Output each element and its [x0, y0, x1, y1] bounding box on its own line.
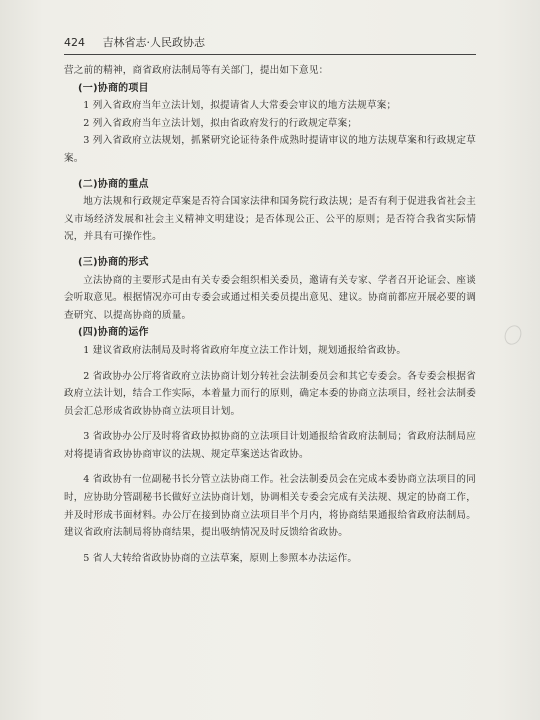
paragraph: 3 省政协办公厅及时将省政协拟协商的立法项目计划通报给省政府法制局；省政府法制局应对将提请省政协协商审议的法规、规定草案送达省政协。 — [64, 431, 476, 460]
paragraph: 2 列入省政府当年立法计划，拟由省政府发行的行政规定草案； — [83, 117, 358, 129]
paragraph: 4 省政协有一位副秘书长分管立法协商工作。社会法制委员会在完成本委协商立法项目的同时，应协助分管副秘书长做好立法协商计划，协调相关专委会完成有关法规、规定的协商工作，并及时形成书面材料。办公厅在接到协商立法项目半个月内，将协商结果通报给省政府法制局。建议省政府法制局将协商结果，提出吸纳情况及时反馈给省政协。 — [64, 474, 476, 539]
section-heading-projects: (一)协商的项目 — [78, 82, 149, 94]
intro-paragraph: 营之前的精神，商省政府法制局等有关部门，提出如下意见： — [64, 65, 329, 76]
page-header — [64, 34, 476, 55]
section-heading-operation: (四)协商的运作 — [78, 327, 149, 339]
paragraph: 立法协商的主要形式是由有关专委会组织相关委员，邀请有关专家、学者召开论证会、座谈会听取意见。根据情况亦可由专委会或通过相关委员提出意见、建议。协商前都应开展必要的调查研究、以提高协商的质量。 — [64, 274, 476, 321]
paragraph: 3 列入省政府立法规划，抓紧研究论证待条件成熟时提请审议的地方法规草案和行政规定草案。 — [64, 135, 476, 164]
paragraph: 5 省人大转给省政协协商的立法草案，原则上参照本办法运作。 — [83, 552, 358, 564]
paragraph: 2 省政协办公厅将省政府立法协商计划分转社会法制委员会和其它专委会。各专委会根据省政府立法计划，结合工作实际，本着量力而行的原则，确定本委的协商立法项目，经社会法制委员会汇总形成省政协协商立法项目计划。 — [64, 370, 476, 417]
running-title: 吉林省志·人民政协志 — [102, 36, 205, 49]
page-number: 424 — [64, 36, 85, 49]
section-heading-focus: (二)协商的重点 — [78, 178, 149, 190]
page-body — [64, 62, 476, 567]
paragraph: 1 建议省政府法制局及时将省政府年度立法工作计划，规划通报给省政协。 — [83, 344, 407, 356]
paragraph: 1 列入省政府当年立法计划，拟提请省人大常委会审议的地方法规草案； — [83, 100, 397, 112]
section-heading-form: (三)协商的形式 — [78, 256, 149, 268]
page-smudge-mark — [502, 323, 525, 348]
paragraph: 地方法规和行政规定草案是否符合国家法律和国务院行政法规；是否有利于促进我省社会主义市场经济发展和社会主义精神文明建设；是否体现公正、公平的原则；是否符合我省实际情况，并具有可操作性。 — [64, 196, 476, 243]
